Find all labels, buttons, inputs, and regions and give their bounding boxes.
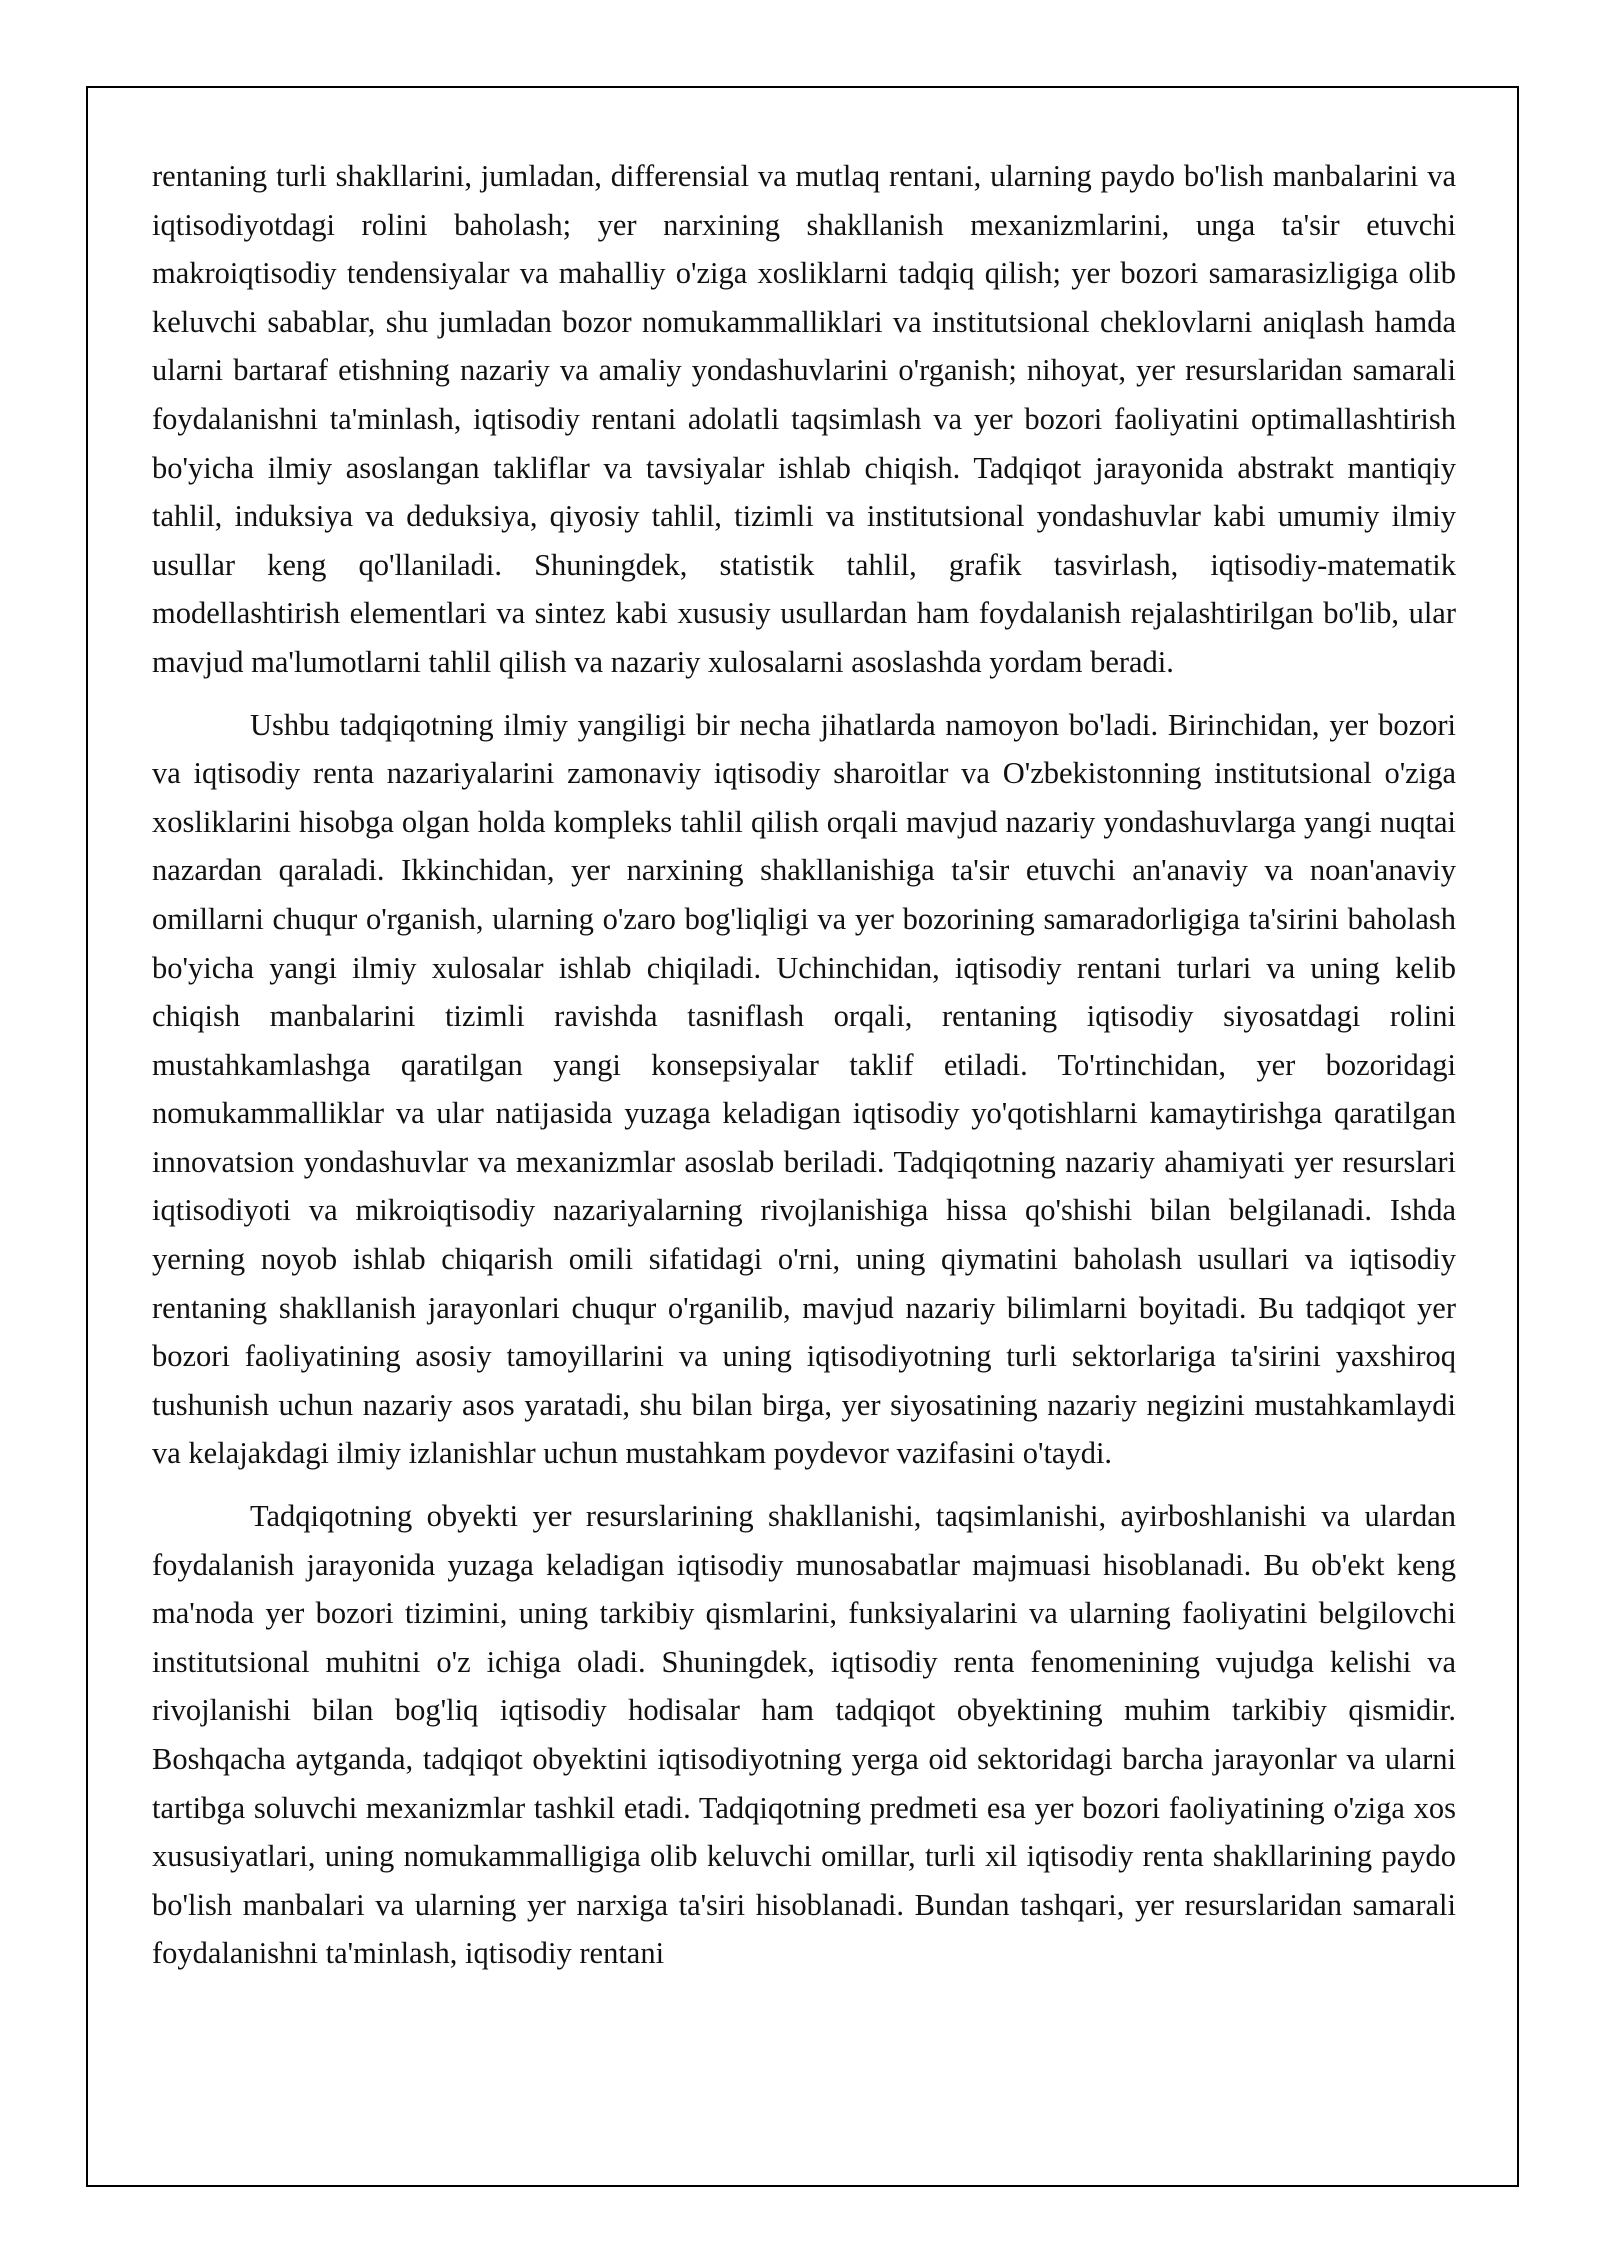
document-body (152, 152, 1456, 1992)
paragraph-2: Ushbu tadqiqotning ilmiy yangiligi bir necha jihatlarda namoyon bo'ladi. Birinchidan, yer bozori va iqtisodiy renta nazariyalarini zamonaviy iqtisodiy sharoitlar va O'zbekistonning institutsional o'ziga xosliklarini hisobga olgan holda kompleks tahlil qilish orqali mavjud nazariy yondashuvlarga yangi nuqtai nazardan qaraladi. Ikkinchidan, yer narxining shakllanishiga ta'sir etuvchi an'anaviy va noan'anaviy omillarni chuqur o'rganish, ularning o'zaro bog'liqligi va yer bozorining samaradorligiga ta'sirini baholash bo'yicha yangi ilmiy xulosalar ishlab chiqiladi. Uchinchidan, iqtisodiy rentani turlari va uning kelib chiqish manbalarini tizimli ravishda tasniflash orqali, rentaning iqtisodiy siyosatdagi rolini mustahkamlashga qaratilgan yangi konsepsiyalar taklif etiladi. To'rtinchidan, yer bozoridagi nomukammalliklar va ular natijasida yuzaga keladigan iqtisodiy yo'qotishlarni kamaytirishga qaratilgan innovatsion yondashuvlar va mexanizmlar asoslab beriladi. Tadqiqotning nazariy ahamiyati yer resurslari iqtisodiyoti va mikroiqtisodiy nazariyalarning rivojlanishiga hissa qo'shishi bilan belgilanadi. Ishda yerning noyob ishlab chiqarish omili sifatidagi o'rni, uning qiymatini baholash usullari va iqtisodiy rentaning shakllanish jarayonlari chuqur o'rganilib, mavjud nazariy bilimlarni boyitadi. Bu tadqiqot yer bozori faoliyatining asosiy tamoyillarini va uning iqtisodiyotning turli sektorlariga ta'sirini yaxshiroq tushunish uchun nazariy asos yaratadi, shu bilan birga, yer siyosatining nazariy negizini mustahkamlaydi va kelajakdagi ilmiy izlanishlar uchun mustahkam poydevor vazifasini o'taydi. (152, 707, 1456, 1471)
paragraph-1: rentaning turli shakllarini, jumladan, differensial va mutlaq rentani, ularning paydo bo'lish manbalarini va iqtisodiyotdagi rolini baholash; yer narxining shakllanish mexanizmlarini, unga ta'sir etuvchi makroiqtisodiy tendensiyalar va mahalliy o'ziga xosliklarni tadqiq qilish; yer bozori samarasizligiga olib keluvchi sabablar, shu jumladan bozor nomukammalliklari va institutsional cheklovlarni aniqlash hamda ularni bartaraf etishning nazariy va amaliy yondashuvlarini o'rganish; nihoyat, yer resurslaridan samarali foydalanishni ta'minlash, iqtisodiy rentani adolatli taqsimlash va yer bozori faoliyatini optimallashtirish bo'yicha ilmiy asoslangan takliflar va tavsiyalar ishlab chiqish. Tadqiqot jarayonida abstrakt mantiqiy tahlil, induksiya va deduksiya, qiyosiy tahlil, tizimli va institutsional yondashuvlar kabi umumiy ilmiy usullar keng qo'llaniladi. Shuningdek, statistik tahlil, grafik tasvirlash, iqtisodiy-matematik modellashtirish elementlari va sintez kabi xususiy usullardan ham foydalanish rejalashtirilgan bo'lib, ular mavjud ma'lumotlarni tahlil qilish va nazariy xulosalarni asoslashda yordam beradi. (152, 159, 1456, 679)
paragraph-3: Tadqiqotning obyekti yer resurslarining shakllanishi, taqsimlanishi, ayirboshlanishi va ulardan foydalanish jarayonida yuzaga keladigan iqtisodiy munosabatlar majmuasi hisoblanadi. Bu ob'ekt keng ma'noda yer bozori tizimini, uning tarkibiy qismlarini, funksiyalarini va ularning faoliyatini belgilovchi institutsional muhitni o'z ichiga oladi. Shuningdek, iqtisodiy renta fenomenining vujudga kelishi va rivojlanishi bilan bog'liq iqtisodiy hodisalar ham tadqiqot obyektining muhim tarkibiy qismidir. Boshqacha aytganda, tadqiqot obyektini iqtisodiyotning yerga oid sektoridagi barcha jarayonlar va ularni tartibga soluvchi mexanizmlar tashkil etadi. Tadqiqotning predmeti esa yer bozori faoliyatining o'ziga xos xususiyatlari, uning nomukammalligiga olib keluvchi omillar, turli xil iqtisodiy renta shakllarining paydo bo'lish manbalari va ularning yer narxiga ta'siri hisoblanadi. Bundan tashqari, yer resurslaridan samarali foydalanishni ta'minlash, iqtisodiy rentani (152, 1499, 1456, 1971)
